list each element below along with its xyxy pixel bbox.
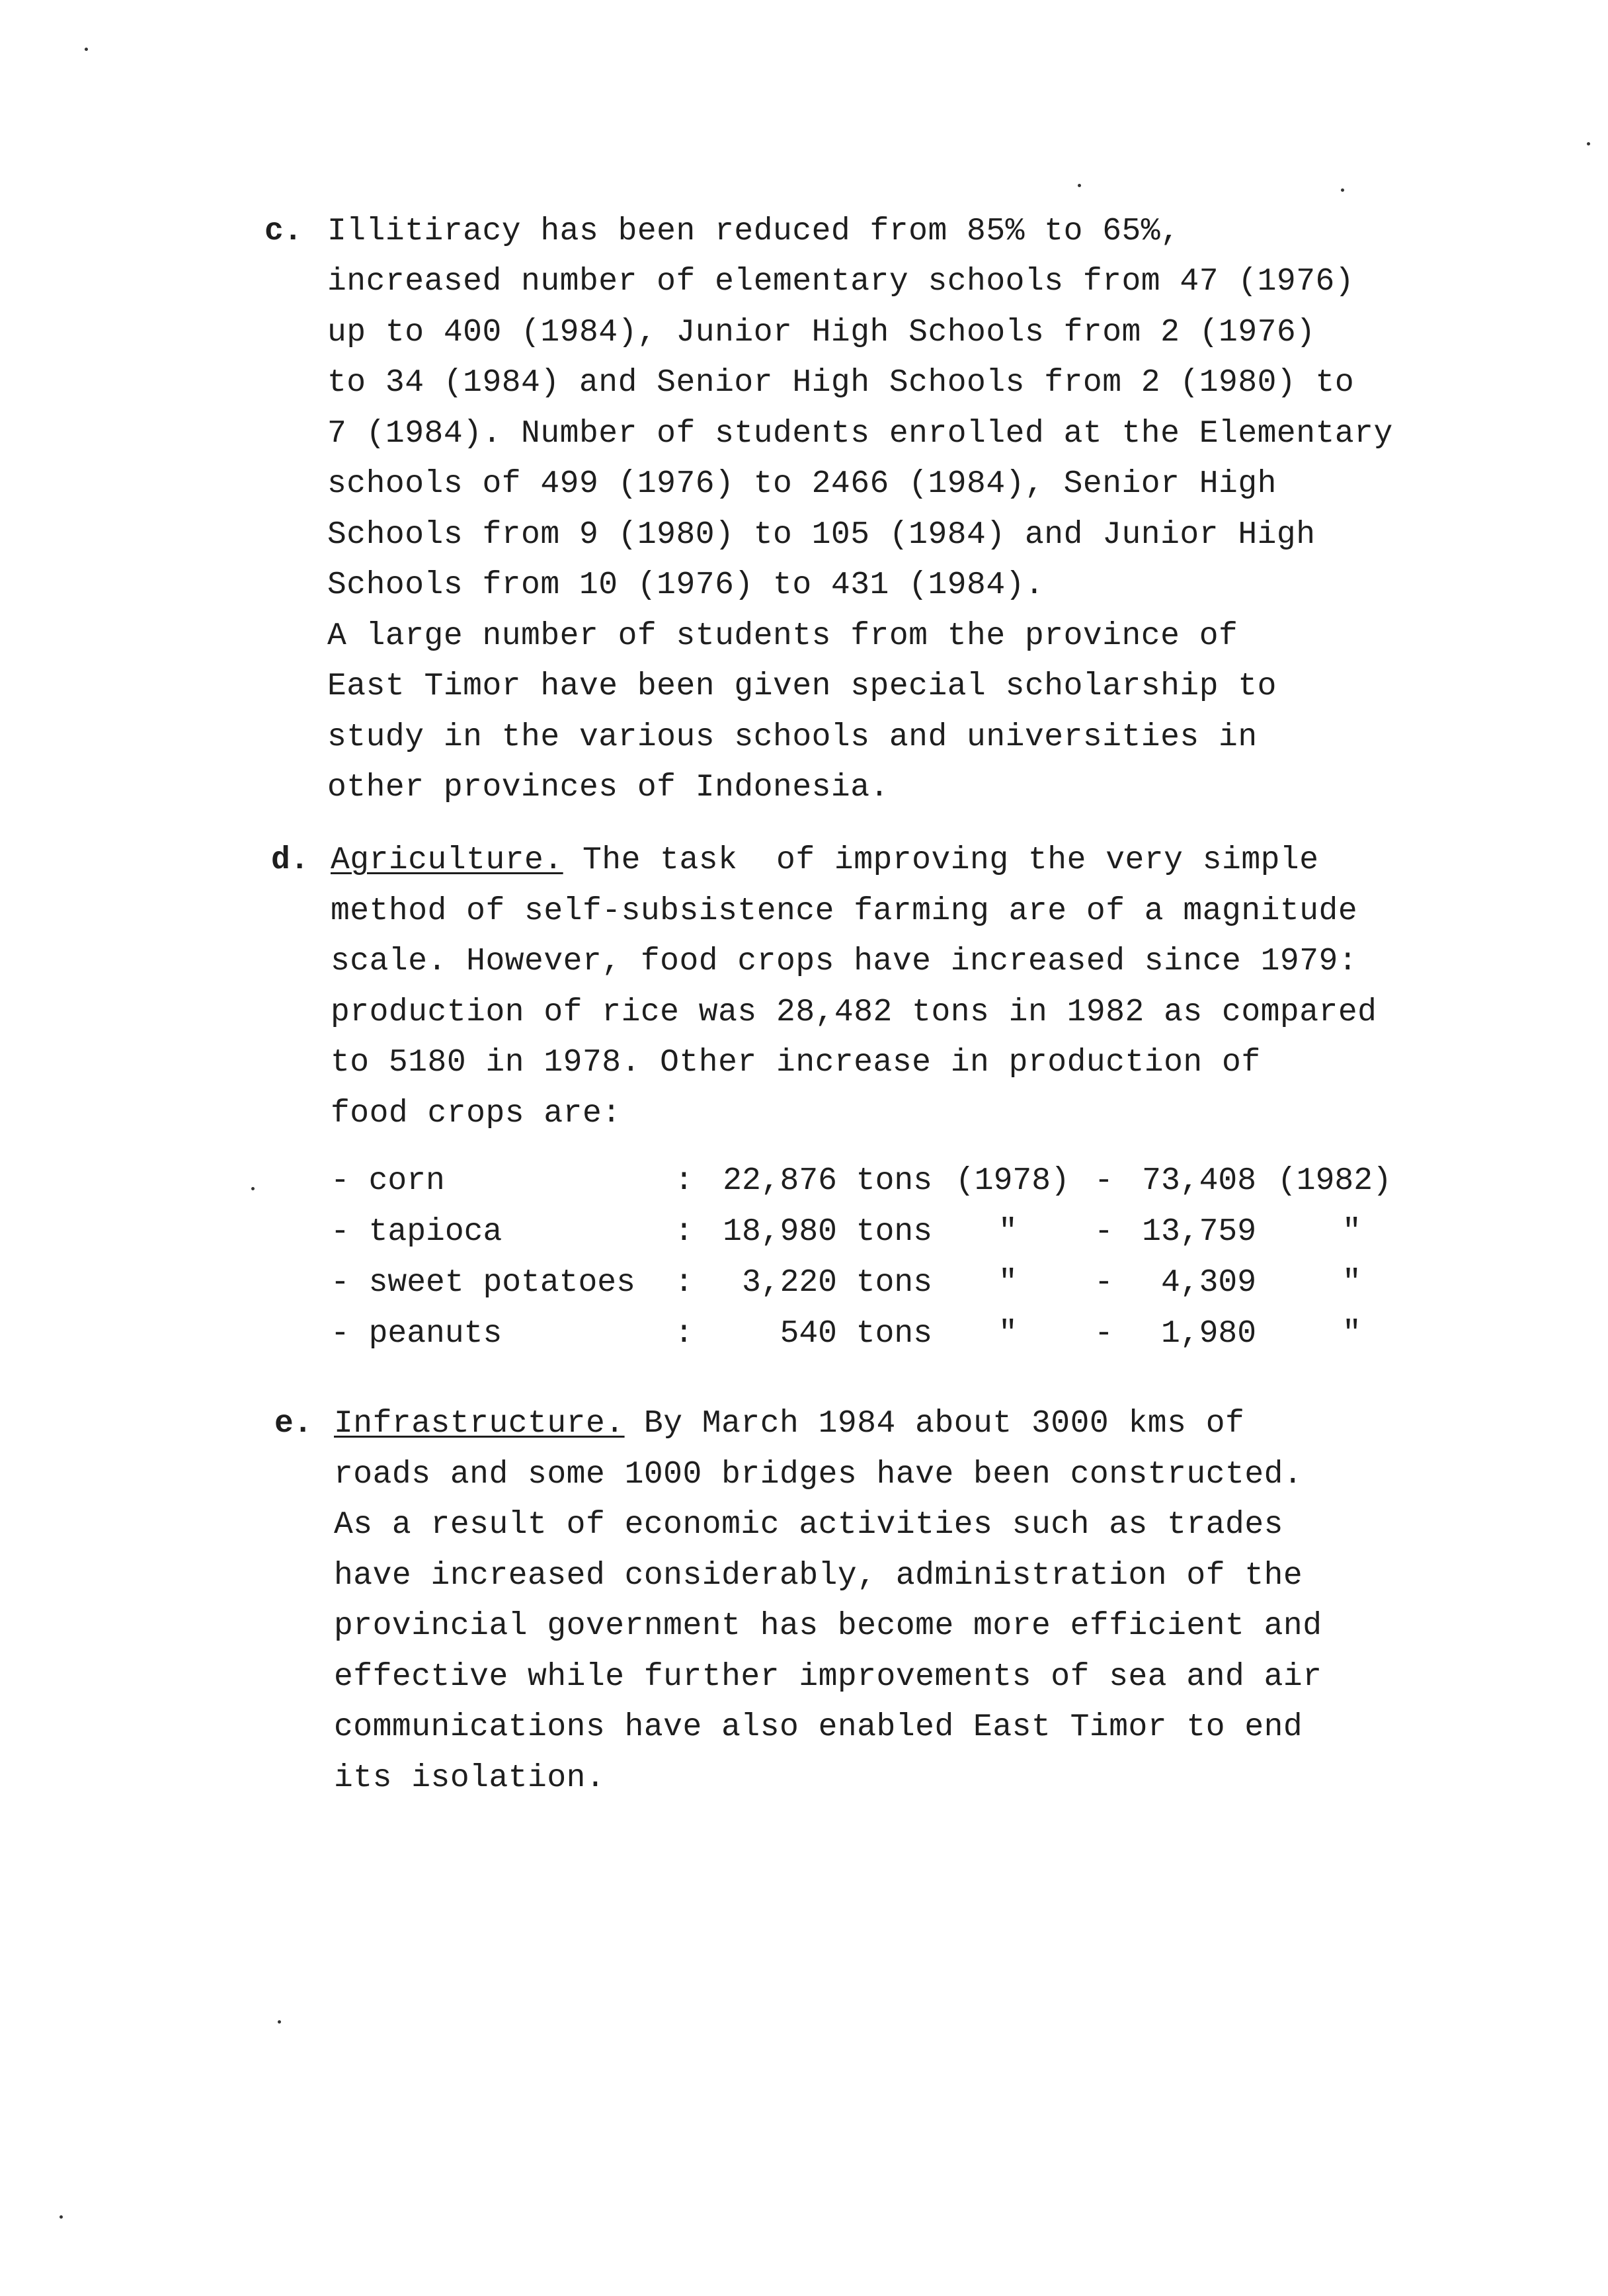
crop-name: - corn: [331, 1163, 445, 1199]
section-e-line-1-rest: By March 1984 about 3000 kms of: [624, 1406, 1245, 1442]
section-e-line-8: its isolation.: [334, 1760, 606, 1796]
crop-dash: -: [1094, 1214, 1113, 1250]
section-e-line-4: have increased considerably, administration of the: [334, 1558, 1303, 1594]
crop-1978-year: (1978): [955, 1163, 1070, 1199]
section-c-line-2: increased number of elementary schools from 47 (1976): [327, 264, 1355, 300]
crop-1978-ditto: ": [998, 1214, 1018, 1250]
section-c-line-9: A large number of students from the province of: [327, 618, 1238, 654]
crop-1982-value: 1,980: [1160, 1316, 1256, 1352]
scan-speck: [60, 2215, 63, 2219]
scan-speck: [278, 2020, 281, 2024]
section-d-line-3: scale. However, food crops have increased since 1979:: [331, 944, 1358, 979]
section-d-marker: d.: [271, 842, 309, 878]
crop-colon: :: [674, 1214, 694, 1250]
section-e-line-1: [334, 1405, 1244, 1442]
section-d-line-2: method of self-subsistence farming are of a magnitude: [331, 893, 1358, 929]
crop-1982-value: 13,759: [1142, 1214, 1256, 1250]
section-e-line-2: roads and some 1000 bridges have been constructed.: [334, 1457, 1303, 1493]
crop-dash: -: [1094, 1163, 1113, 1199]
crop-1982-value: 73,408: [1142, 1163, 1256, 1199]
section-e-line-7: communications have also enabled East Timor to end: [334, 1709, 1303, 1745]
crop-name: - sweet potatoes: [331, 1265, 635, 1301]
section-e-line-3: As a result of economic activities such as trades: [334, 1507, 1283, 1543]
section-e-marker: e.: [274, 1406, 313, 1442]
scan-speck: [1341, 188, 1344, 192]
crop-1978-value: 3,220 tons: [741, 1265, 932, 1301]
section-c-line-7: Schools from 9 (1980) to 105 (1984) and Junior High: [327, 517, 1316, 553]
section-d-line-1-rest: The task of improving the very simple: [563, 842, 1319, 878]
section-c-line-10: East Timor have been given special scholarship to: [327, 669, 1277, 704]
crop-1982-ditto: ": [1342, 1265, 1361, 1301]
crop-name: - peanuts: [331, 1316, 502, 1352]
section-e-line-6: effective while further improvements of sea and air: [334, 1659, 1322, 1695]
crop-1978-value: 18,980 tons: [723, 1214, 932, 1250]
crop-colon: :: [674, 1316, 694, 1352]
crop-1978-ditto: ": [998, 1316, 1018, 1352]
section-d-line-6: food crops are:: [331, 1096, 622, 1131]
crop-dash: -: [1094, 1316, 1113, 1352]
section-c-marker: c.: [264, 214, 303, 249]
scan-speck: [251, 1187, 255, 1190]
crop-1978-value: 22,876 tons: [723, 1163, 932, 1199]
section-c-line-4: to 34 (1984) and Senior High Schools from 2 (1980) to: [327, 365, 1355, 401]
section-d-line-1: [331, 842, 1319, 879]
section-c-line-5: 7 (1984). Number of students enrolled at the Elementary: [327, 416, 1393, 452]
scan-speck: [1078, 184, 1081, 187]
section-c-line-1: Illitiracy has been reduced from 85% to 65%,: [327, 214, 1180, 249]
section-d-line-5: to 5180 in 1978. Other increase in production of: [331, 1045, 1261, 1081]
section-e-heading: Infrastructure.: [334, 1406, 625, 1442]
scan-speck: [85, 48, 88, 51]
crop-dash: -: [1094, 1265, 1113, 1301]
crop-colon: :: [674, 1163, 694, 1199]
section-c-line-11: study in the various schools and universities in: [327, 719, 1258, 755]
section-c-line-12: other provinces of Indonesia.: [327, 770, 889, 805]
scan-speck: [1587, 142, 1590, 145]
section-d-heading: Agriculture.: [331, 842, 563, 878]
crop-1982-ditto: ": [1342, 1214, 1361, 1250]
crop-name: - tapioca: [331, 1214, 502, 1250]
section-c-line-8: Schools from 10 (1976) to 431 (1984).: [327, 567, 1045, 603]
crop-1982-year: (1982): [1277, 1163, 1392, 1199]
crop-1978-ditto: ": [998, 1265, 1018, 1301]
crop-colon: :: [674, 1265, 694, 1301]
section-d-line-4: production of rice was 28,482 tons in 1982 as compared: [331, 995, 1377, 1030]
crop-1978-value: 540 tons: [780, 1316, 932, 1352]
section-c-line-6: schools of 499 (1976) to 2466 (1984), Senior High: [327, 466, 1277, 502]
crop-1982-value: 4,309: [1160, 1265, 1256, 1301]
crop-1982-ditto: ": [1342, 1316, 1361, 1352]
section-e-line-5: provincial government has become more efficient and: [334, 1608, 1322, 1644]
section-c-line-3: up to 400 (1984), Junior High Schools from 2 (1976): [327, 315, 1316, 350]
